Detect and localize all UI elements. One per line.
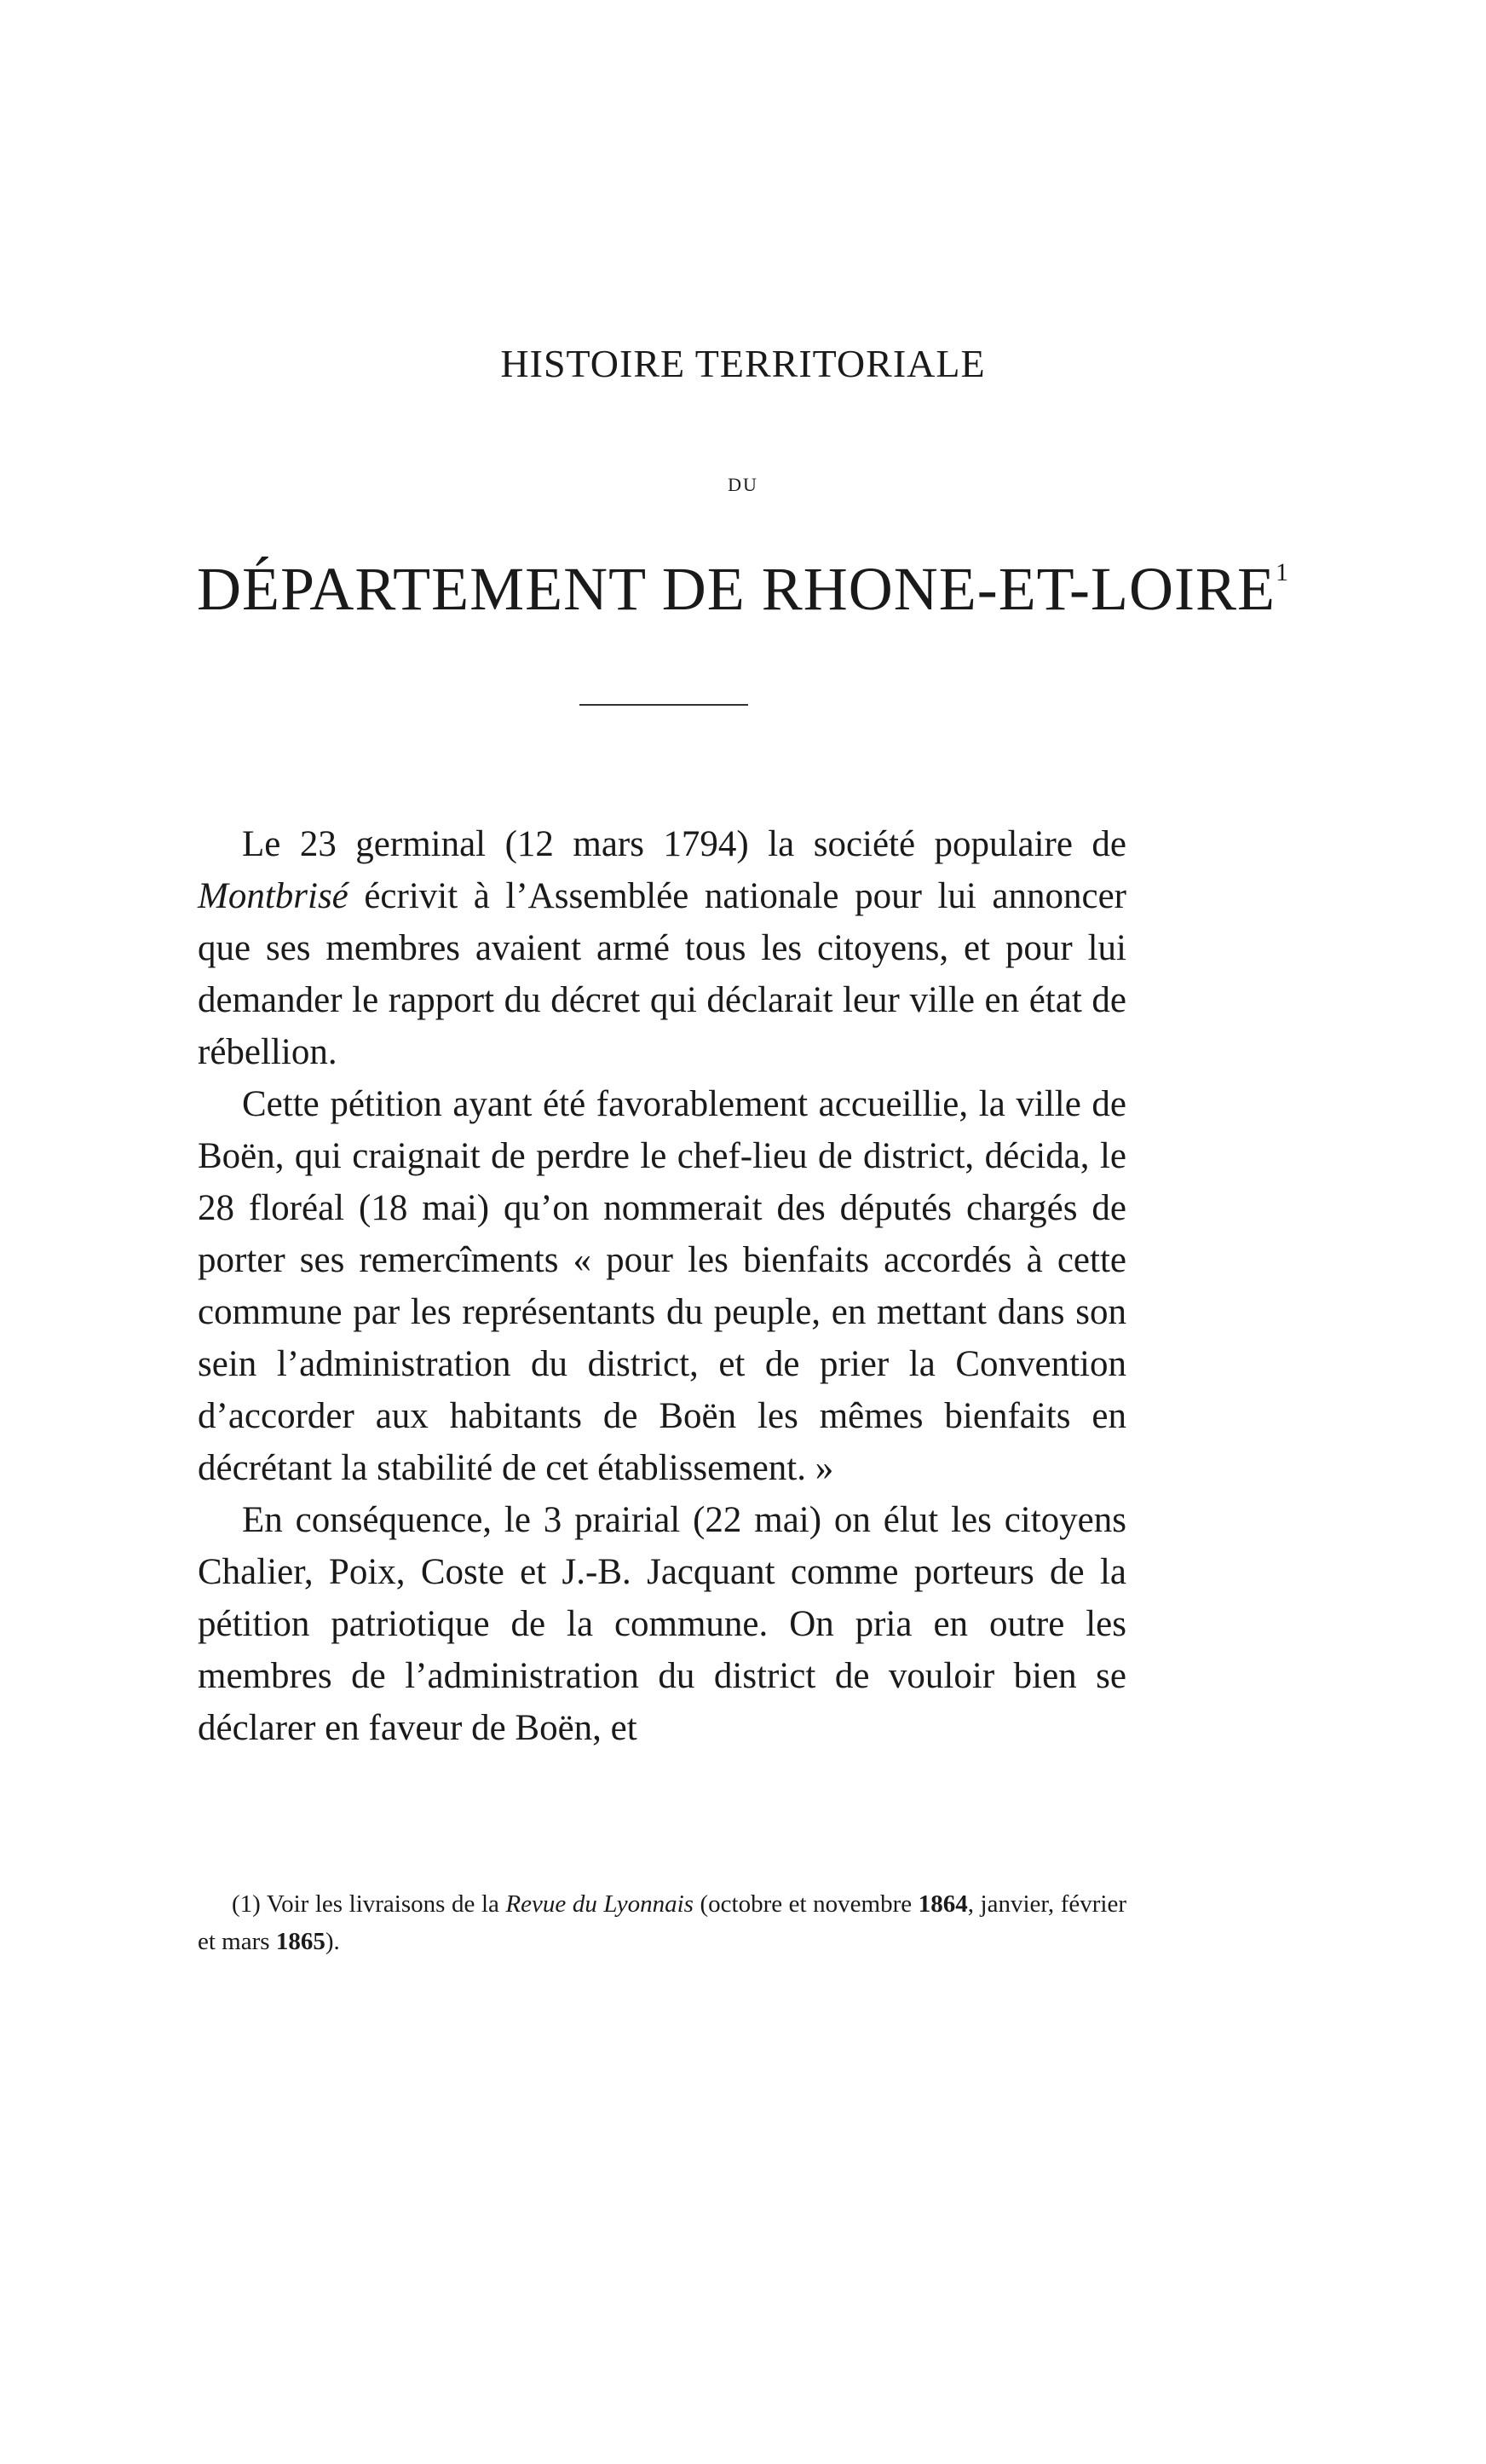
footnote-text-c: , janvier, février et mars (198, 1890, 1126, 1955)
header-title-top: HISTOIRE TERRITORIALE (500, 342, 986, 385)
title-divider (579, 704, 748, 706)
footnote-reference: 1 (1275, 558, 1289, 586)
footnote (198, 1885, 1126, 1960)
footnote-year-1: 1864 (918, 1890, 968, 1918)
paragraph-1-italic: Montbrisé (198, 876, 348, 916)
footnote-text-d: ). (325, 1928, 340, 1955)
footnote-journal-title: Revue du Lyonnais (505, 1890, 694, 1918)
paragraph-3: En conséquence, le 3 prairial (22 mai) on élut les citoyens Chalier, Poix, Coste et J.-B. Jacquant comme porteurs de la pétition patriotique de la commune. On pria en outre les membres de l’administration du district de vouloir bien se déclarer en faveur de Boën, et (198, 1500, 1126, 1748)
paragraph-1-part-a: Le 23 germinal (12 mars 1794) la société populaire de (242, 824, 1126, 864)
footnote-year-2: 1865 (275, 1928, 325, 1955)
paragraph-1-part-b: écrivit à l’Assemblée nationale pour lui annoncer que ses membres avaient armé tous les citoyens, et pour lui demander le rapport du décret qui déclarait leur ville en état de rébellion. (198, 876, 1126, 1072)
header-title-main (0, 554, 1486, 625)
header-title-du: DU (728, 474, 758, 495)
paragraph-1 (198, 818, 1126, 1078)
footnote-text-b: (octobre et novembre (693, 1890, 919, 1918)
body-text (198, 818, 1126, 1754)
footnote-paragraph (198, 1885, 1126, 1960)
title-main-text: DÉPARTEMENT DE RHONE-ET-LOIRE (197, 555, 1276, 623)
footnote-text-a: Voir les livraisons de la (260, 1890, 506, 1918)
footnote-marker: (1) (232, 1890, 261, 1918)
paragraph-2: Cette pétition ayant été favorablement accueillie, la ville de Boën, qui craignait de perdre le chef-lieu de district, décida, le 28 floréal (18 mai) qu’on nommerait des députés chargés de porter ses remercîments « pour les bienfaits accordés à cette commune par les représentants du peuple, en mettant dans son sein l’administration du district, et de prier la Convention d’accorder aux habitants de Boën les mêmes bienfaits en décrétant la stabilité de cet établissement. » (198, 1084, 1126, 1488)
